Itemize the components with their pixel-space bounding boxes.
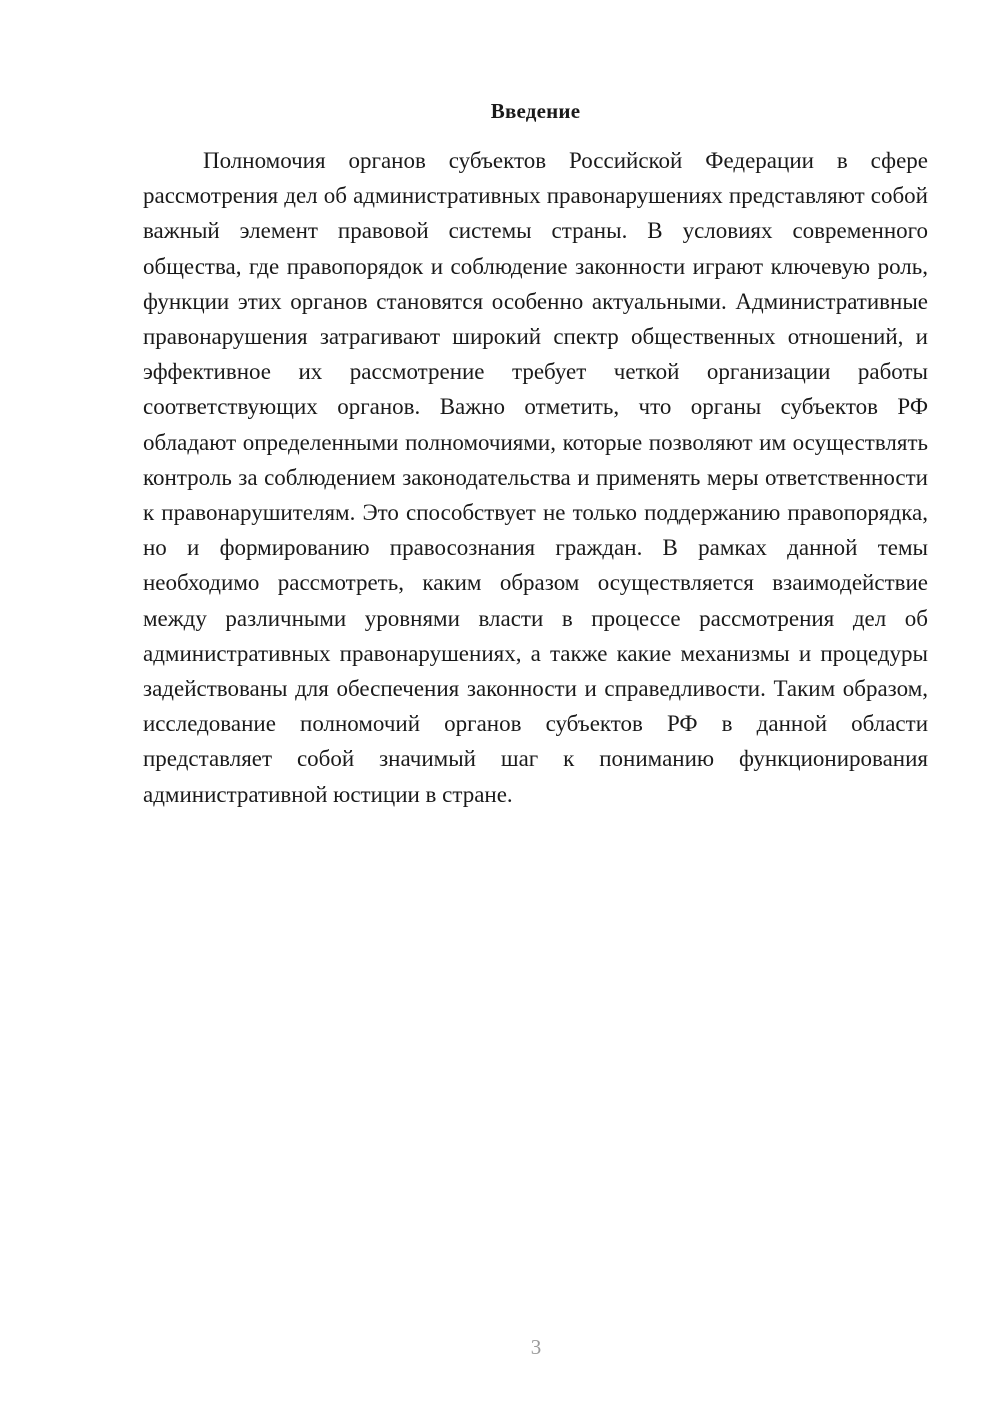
section-heading: Введение	[490, 99, 581, 123]
page-number: 3	[530, 1335, 542, 1359]
body-paragraph: Полномочия органов субъектов Российской Федерации в сфере рассмотрения дел об административных правонарушениях представляют собой важный элемент правовой системы страны. В условиях современного общества, где правопорядок и соблюдение законности играют ключевую роль, функции этих органов становятся особенно актуальными. Административные правонарушения затрагивают широкий спектр общественных отношений, и эффективное их рассмотрение требует четкой организации работы соответствующих органов. Важно отметить, что органы субъектов РФ обладают определенными полномочиями, которые позволяют им осуществлять контроль за соблюдением законодательства и применять меры ответственности к правонарушителям. Это способствует не только поддержанию правопорядка, но и формированию правосознания граждан. В рамках данной темы необходимо рассмотреть, каким образом осуществляется взаимодействие между различными уровнями власти в процессе рассмотрения дел об административных правонарушениях, а также какие механизмы и процедуры задействованы для обеспечения законности и справедливости. Таким образом, исследование полномочий органов субъектов РФ в данной области представляет собой значимый шаг к пониманию функционирования административной юстиции в стране.	[143, 148, 928, 807]
